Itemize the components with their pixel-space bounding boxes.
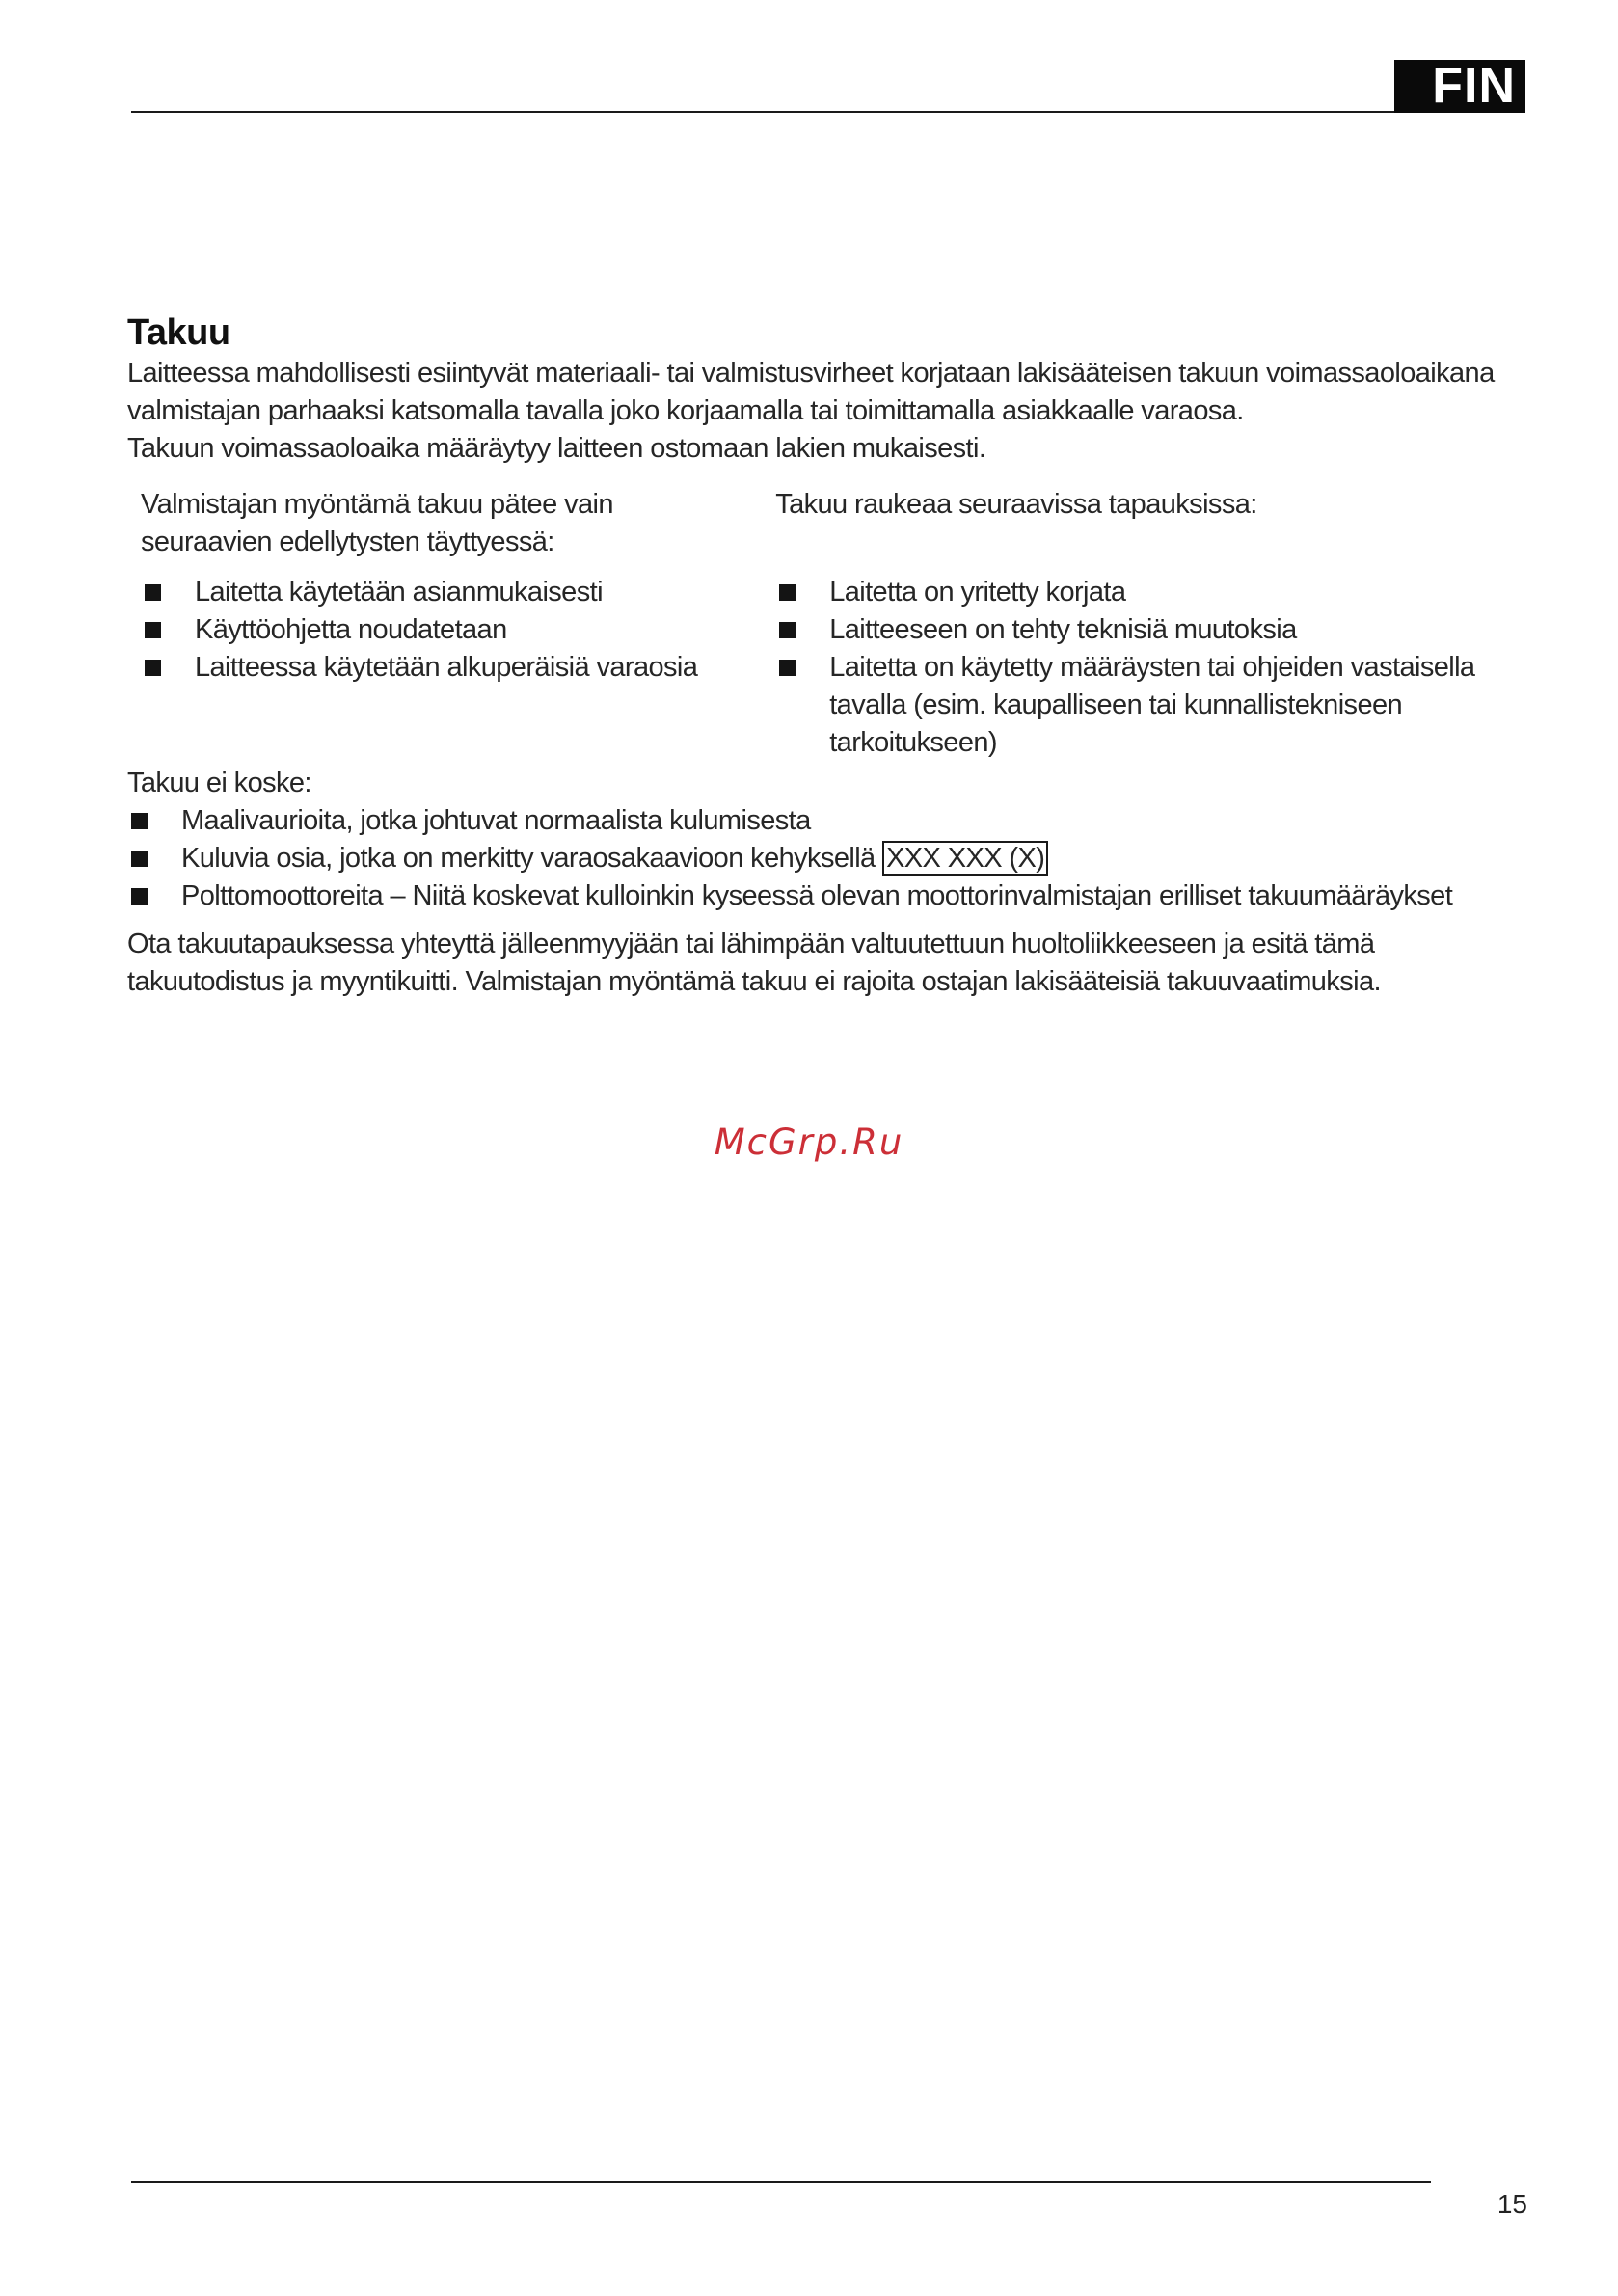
watermark-text: McGrp.Ru (714, 1121, 904, 1163)
square-bullet-icon (145, 660, 161, 676)
list-item (775, 611, 1516, 649)
list-item-text: Käyttöohjetta noudatetaan (195, 614, 507, 645)
list-item (775, 574, 1516, 611)
conditions-intro: Valmistajan myöntämä takuu pätee vain seuraavien edellytysten täyttyessä: (141, 489, 613, 557)
closing-paragraph: Ota takuutapauksessa yhteyttä jälleenmyyjään tai lähimpään valtuutettuun huoltoliikkeeseen ja esitä tämä takuutodistus ja myyntikuitti. Valmistajan myöntämä takuu ei rajoita ostajan lakisääteisiä takuuvaatimuksia. (127, 929, 1381, 997)
voiding-list (775, 574, 1516, 762)
section-title: Takuu (127, 312, 230, 353)
voiding-intro: Takuu raukeaa seuraavissa tapauksissa: (775, 489, 1257, 520)
square-bullet-icon (779, 660, 796, 676)
list-item-text: Kuluvia osia, jotka on merkitty varaosakaavioon kehyksellä (181, 843, 876, 874)
list-item-text: Laitteeseen on tehty teknisiä muutoksia (829, 614, 1297, 645)
list-item-text: Laitetta käytetään asianmukaisesti (195, 577, 603, 608)
part-reference-box: XXX XXX (X) (882, 841, 1048, 876)
square-bullet-icon (131, 851, 148, 867)
page-number: 15 (1497, 2189, 1527, 2219)
square-bullet-icon (145, 584, 161, 601)
language-badge: FIN (1394, 60, 1525, 113)
list-item (141, 611, 746, 649)
voiding-column (775, 486, 1516, 762)
list-item (775, 649, 1516, 762)
list-item (141, 649, 746, 687)
list-item-text: Maalivaurioita, jotka johtuvat normaalista kulumisesta (181, 805, 811, 836)
square-bullet-icon (779, 584, 796, 601)
header-rule (131, 111, 1431, 113)
square-bullet-icon (131, 888, 148, 905)
square-bullet-icon (145, 622, 161, 638)
list-item (127, 802, 1516, 840)
list-item (141, 574, 746, 611)
validity-paragraph: Takuun voimassaoloaika määräytyy laitteen ostomaan lakien mukaisesti. (127, 433, 986, 464)
list-item (127, 840, 1516, 878)
conditions-list (141, 574, 746, 687)
square-bullet-icon (779, 622, 796, 638)
list-item-text: Laitetta on yritetty korjata (829, 577, 1126, 608)
list-item-text: Laitteessa käytetään alkuperäisiä varaosia (195, 652, 698, 683)
list-item-text: Polttomoottoreita – Niitä koskevat kulloinkin kyseessä olevan moottorinvalmistajan erilliset takuumääräykset (181, 880, 1453, 911)
conditions-columns (127, 486, 1516, 762)
intro-paragraph: Laitteessa mahdollisesti esiintyvät materiaali- tai valmistusvirheet korjataan lakisääteisen takuun voimassaoloaikana valmistajan parhaaksi katsomalla tavalla joko korjaamalla tai toimittamalla asiakkaalle varaosa. (127, 358, 1495, 426)
exclusions-intro: Takuu ei koske: (127, 768, 311, 798)
footer-rule (131, 2181, 1431, 2183)
square-bullet-icon (131, 813, 148, 829)
exclusions-list (127, 802, 1516, 915)
warranty-section (127, 311, 1516, 1001)
list-item (127, 878, 1516, 915)
conditions-column (141, 486, 746, 762)
list-item-text: Laitetta on käytetty määräysten tai ohjeiden vastaisella tavalla (esim. kaupalliseen tai kunnallistekniseen tarkoitukseen) (829, 652, 1475, 758)
